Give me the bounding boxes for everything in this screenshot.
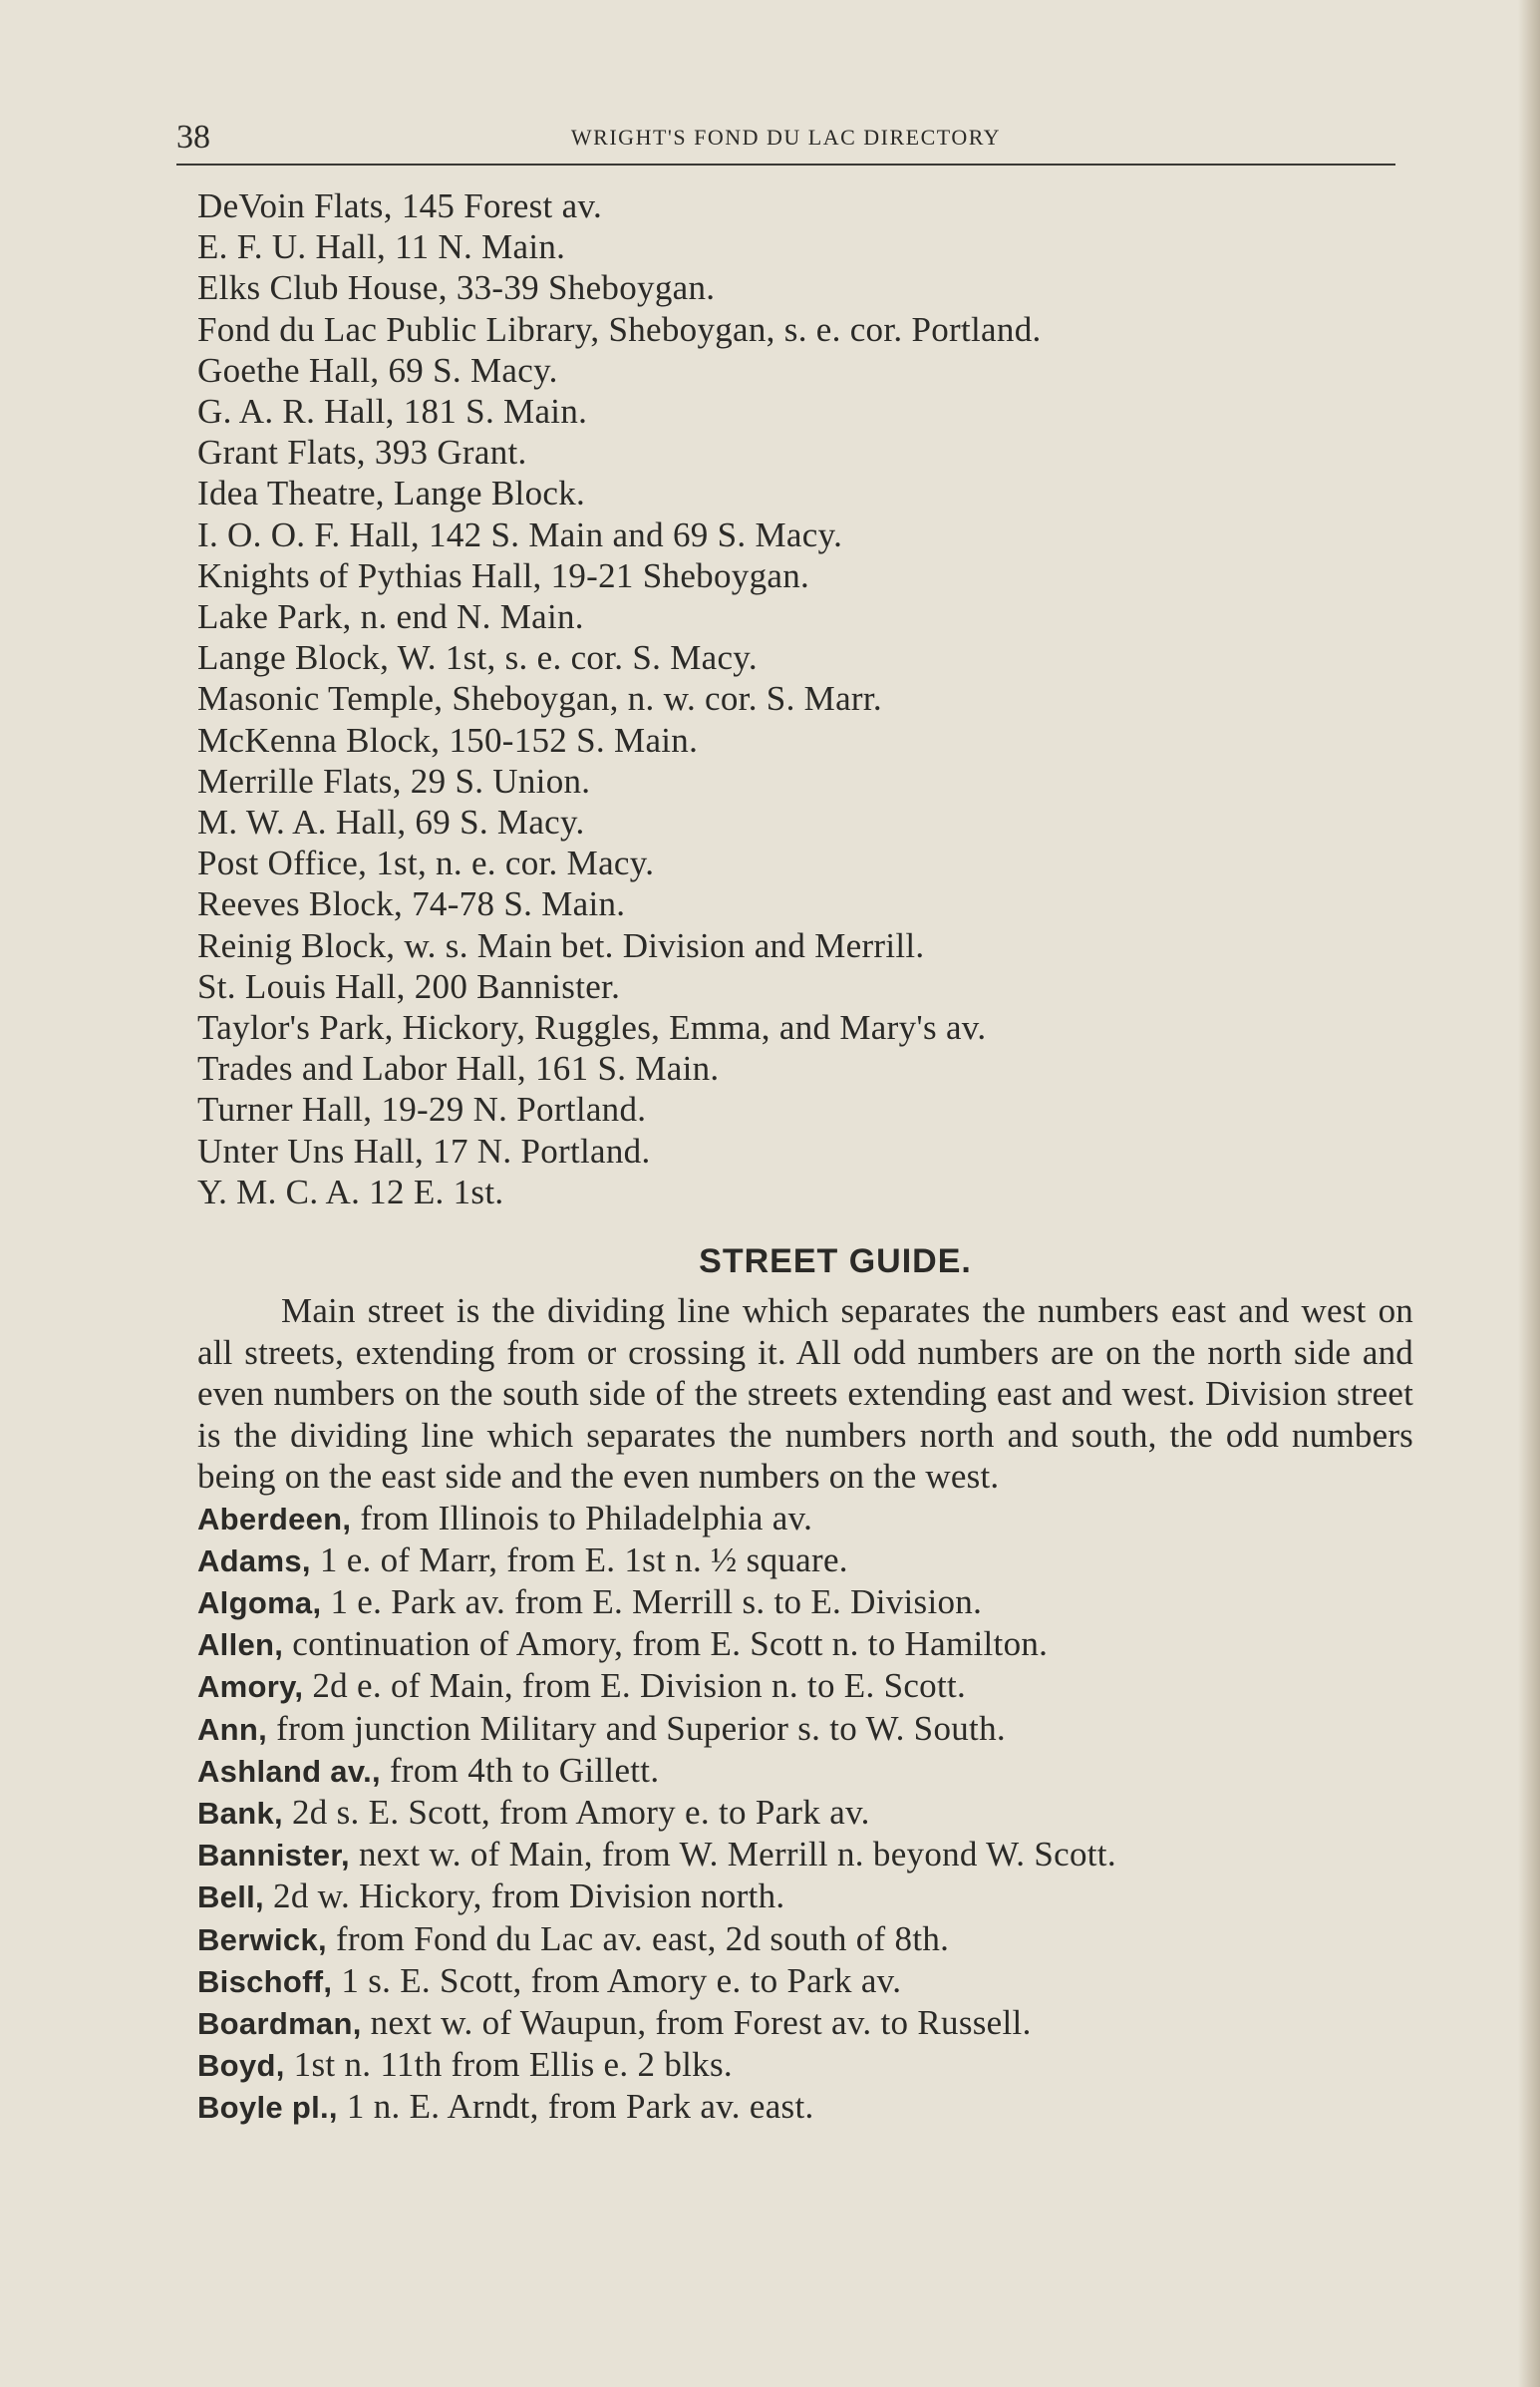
street-name: Boyle pl., [197,2090,338,2126]
list-item: Reeves Block, 74-78 S. Main. [197,884,626,924]
list-item: Knights of Pythias Hall, 19-21 Sheboygan. [197,555,810,595]
street-entry [197,1539,1413,1581]
street-entry [197,1834,1413,1876]
street-name: Amory, [197,1669,304,1705]
list-item: I. O. O. F. Hall, 142 S. Main and 69 S. Macy. [197,514,843,554]
header-rule [176,164,1395,166]
street-description: 1st n. 11th from Ellis e. 2 blks. [284,2045,733,2085]
street-entry [197,1918,1413,1960]
list-item: Unter Uns Hall, 17 N. Portland. [197,1131,651,1171]
list-item: McKenna Block, 150-152 S. Main. [197,720,699,760]
street-description: 2d s. E. Scott, from Amory e. to Park av. [282,1793,870,1832]
street-description: 2d e. of Main, from E. Division n. to E. Scott. [303,1666,967,1706]
street-description: 1 e. of Marr, from E. 1st n. ½ square. [310,1539,848,1579]
list-item: Reinig Block, w. s. Main bet. Division and Merrill. [197,925,925,965]
street-entry [197,1665,1413,1707]
street-description: from Illinois to Philadelphia av. [351,1498,813,1537]
street-entry [197,1498,1413,1539]
street-description: from 4th to Gillett. [380,1750,660,1790]
list-item: Idea Theatre, Lange Block. [197,474,586,513]
street-description: 1 e. Park av. from E. Merrill s. to E. Division. [321,1581,983,1621]
street-name: Bischoff, [197,1963,333,1999]
street-entry [197,1623,1413,1665]
list-item: Trades and Labor Hall, 161 S. Main. [197,1049,720,1089]
street-name: Bell, [197,1879,264,1915]
list-item: M. W. A. Hall, 69 S. Macy. [197,803,585,843]
street-entry [197,1581,1413,1623]
street-description: from junction Military and Superior s. to W. South. [267,1708,1006,1748]
list-item: Post Office, 1st, n. e. cor. Macy. [197,844,655,883]
street-guide-intro: Main street is the dividing line which separates the numbers east and west on all streets, extending from or crossing it. All odd numbers are on the north side and even numbers on the south side of the streets extending east and west. Division street is the dividing line which separates the numbers north and south, the odd numbers being on the east side and the even numbers on the west. [197,1291,1413,1497]
list-item: Y. M. C. A. 12 E. 1st. [197,1172,504,1211]
page-number: 38 [176,119,210,156]
list-item: Merrille Flats, 29 S. Union. [197,761,591,801]
street-name: Boyd, [197,2048,285,2084]
street-name: Berwick, [197,1921,327,1957]
list-item: Turner Hall, 19-29 N. Portland. [197,1090,647,1130]
list-item: Grant Flats, 393 Grant. [197,433,527,473]
street-description: next w. of Waupun, from Forest av. to Russell. [361,2003,1032,2043]
list-item: G. A. R. Hall, 181 S. Main. [197,392,588,432]
list-item: Elks Club House, 33-39 Sheboygan. [197,268,716,308]
street-list [197,1498,1413,2129]
street-name: Bannister, [197,1838,350,1874]
street-description: continuation of Amory, from E. Scott n. to Hamilton. [283,1624,1049,1664]
running-title: WRIGHT'S FOND DU LAC DIRECTORY [570,125,1002,150]
street-name: Algoma, [197,1584,322,1620]
street-entry [197,2086,1413,2128]
street-description: 1 n. E. Arndt, from Park av. east. [337,2087,814,2127]
street-entry [197,2002,1413,2044]
street-entry [197,1792,1413,1834]
street-description: 1 s. E. Scott, from Amory e. to Park av. [332,1960,902,2000]
list-item: Lake Park, n. end N. Main. [197,597,584,637]
street-entry [197,1960,1413,2002]
list-item: Lange Block, W. 1st, s. e. cor. S. Macy. [197,638,758,678]
street-name: Adams, [197,1542,311,1578]
street-entry [197,1708,1413,1750]
street-name: Bank, [197,1796,283,1831]
list-item: E. F. U. Hall, 11 N. Main. [197,227,566,267]
street-name: Ann, [197,1711,268,1747]
street-entry [197,2044,1413,2086]
list-item: Fond du Lac Public Library, Sheboygan, s. e. cor. Portland. [197,309,1042,349]
street-name: Aberdeen, [197,1501,352,1536]
places-list [197,185,1413,1212]
street-description: next w. of Main, from W. Merrill n. beyond W. Scott. [349,1835,1116,1875]
street-name: Allen, [197,1627,284,1663]
street-entry [197,1876,1413,1917]
page-body [197,185,1413,2129]
list-item: DeVoin Flats, 145 Forest av. [197,186,603,225]
page-spine-shadow [1518,0,1540,2387]
street-name: Boardman, [197,2006,362,2042]
page-header [176,116,1395,160]
list-item: Masonic Temple, Sheboygan, n. w. cor. S. Marr. [197,679,882,719]
street-description: from Fond du Lac av. east, 2d south of 8th. [326,1918,950,1958]
street-name: Ashland av., [197,1753,381,1789]
street-description: 2d w. Hickory, from Division north. [263,1876,785,1916]
street-guide-heading: STREET GUIDE. [699,1242,972,1281]
street-entry [197,1750,1413,1792]
list-item: Goethe Hall, 69 S. Macy. [197,350,558,390]
list-item: Taylor's Park, Hickory, Ruggles, Emma, and Mary's av. [197,1008,987,1048]
list-item: St. Louis Hall, 200 Bannister. [197,966,621,1006]
